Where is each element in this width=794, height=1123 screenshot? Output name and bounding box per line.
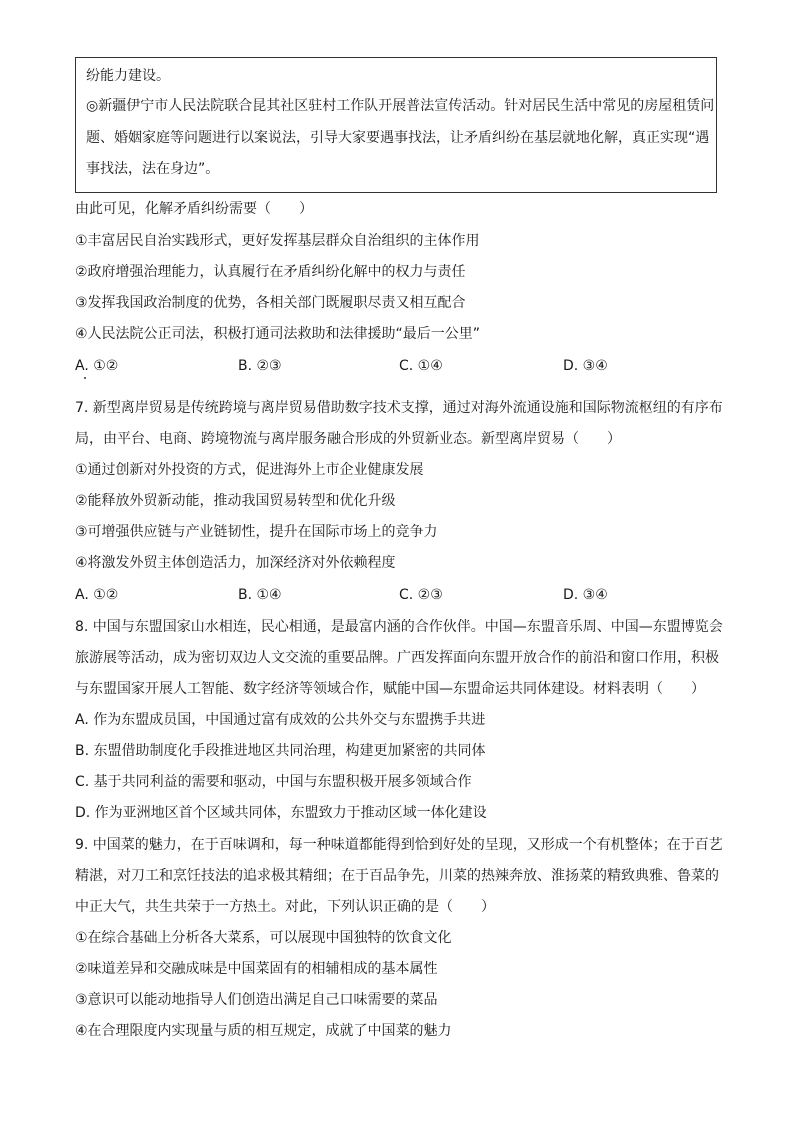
q7-stem-line: 局，由平台、电商、跨境物流与离岸服务融合形成的外贸新业态。新型离岸贸易（ ） bbox=[75, 431, 621, 447]
q8-stem-line: 8. 中国与东盟国家山水相连，民心相通，是最富内涵的合作伙伴。中国—东盟音乐周、中国—东盟博览会 bbox=[75, 619, 723, 635]
q6-option-c[interactable]: C. ①④ bbox=[399, 358, 443, 374]
q6-option-b[interactable]: B. ②③ bbox=[238, 358, 282, 374]
material-line: 题、婚姻家庭等问题进行以案说法，引导大家要遇事找法，让矛盾纠纷在基层就地化解，真正实现“遇 bbox=[86, 130, 710, 146]
q7-option-d[interactable]: D. ③④ bbox=[563, 587, 608, 603]
q6-item: ④人民法院公正司法，积极打通司法救助和法律援助“最后一公里” bbox=[75, 326, 481, 342]
q7-option-b[interactable]: B. ①④ bbox=[238, 587, 282, 603]
q6-stem: 由此可见，化解矛盾纠纷需要（ ） bbox=[75, 201, 313, 217]
q9-item: ③意识可以能动地指导人们创造出满足自己口味需要的菜品 bbox=[75, 992, 438, 1008]
q9-item: ④在合理限度内实现量与质的相互规定，成就了中国菜的魅力 bbox=[75, 1023, 452, 1039]
material-line: 纷能力建设。 bbox=[86, 68, 170, 84]
q6-item: ③发挥我国政治制度的优势，各相关部门既履职尽责又相互配合 bbox=[75, 295, 466, 311]
q8-stem-line: 与东盟国家开展人工智能、数字经济等领域合作，赋能中国—东盟命运共同体建设。材料表明（ ） bbox=[75, 681, 705, 697]
q7-stem-line: 7. 新型离岸贸易是传统跨境与离岸贸易借助数字技术支撑，通过对海外流通设施和国际物流枢纽的有序布 bbox=[75, 400, 723, 416]
q8-option-d[interactable]: D. 作为亚洲地区首个区域共同体，东盟致力于推动区域一体化建设 bbox=[75, 805, 487, 821]
q8-option-a[interactable]: A. 作为东盟成员国，中国通过富有成效的公共外交与东盟携手共进 bbox=[75, 712, 486, 728]
q7-item: ④将激发外贸主体创造活力，加深经济对外依赖程度 bbox=[75, 555, 396, 571]
q6-item: ①丰富居民自治实践形式，更好发挥基层群众自治组织的主体作用 bbox=[75, 233, 480, 249]
material-line: 事找法，法在身边”。 bbox=[86, 161, 220, 177]
q7-item: ②能释放外贸新动能，推动我国贸易转型和优化升级 bbox=[75, 493, 396, 509]
q6-item: ②政府增强治理能力，认真履行在矛盾纠纷化解中的权力与责任 bbox=[75, 264, 466, 280]
material-box bbox=[75, 57, 717, 193]
q9-item: ①在综合基础上分析各大菜系，可以展现中国独特的饮食文化 bbox=[75, 930, 452, 946]
q8-stem-line: 旅游展等活动，成为密切双边人文交流的重要品牌。广西发挥面向东盟开放合作的前沿和窗口作用，积极 bbox=[75, 650, 719, 666]
q7-item: ③可增强供应链与产业链韧性，提升在国际市场上的竞争力 bbox=[75, 524, 438, 540]
q6-option-a[interactable]: A. ①② bbox=[75, 358, 119, 374]
q7-item: ①通过创新对外投资的方式，促进海外上市企业健康发展 bbox=[75, 462, 424, 478]
q7-option-c[interactable]: C. ②③ bbox=[399, 587, 443, 603]
material-line: ◎新疆伊宁市人民法院联合昆其社区驻村工作队开展普法宣传活动。针对居民生活中常见的房屋租赁问 bbox=[86, 98, 715, 114]
q9-stem-line: 精湛，对刀工和烹饪技法的追求极其精细；在于百品争先，川菜的热辣奔放、淮扬菜的精致典雅、鲁菜的 bbox=[75, 868, 719, 884]
q9-stem-line: 9. 中国菜的魅力，在于百味调和，每一种味道都能得到恰到好处的呈现，又形成一个有机整体；在于百艺 bbox=[75, 837, 723, 853]
q9-stem-line: 中正大气，共生共荣于一方热土。对此，下列认识正确的是（ ） bbox=[75, 899, 495, 915]
q6-option-d[interactable]: D. ③④ bbox=[563, 358, 608, 374]
q7-option-a[interactable]: A. ①② bbox=[75, 587, 119, 603]
q6-options bbox=[75, 356, 635, 376]
q8-option-c[interactable]: C. 基于共同利益的需要和驱动，中国与东盟积极开展多领域合作 bbox=[75, 774, 472, 790]
q8-option-b[interactable]: B. 东盟借助制度化手段推进地区共同治理，构建更加紧密的共同体 bbox=[75, 743, 486, 759]
q9-item: ②味道差异和交融成味是中国菜固有的相辅相成的基本属性 bbox=[75, 961, 438, 977]
stray-dot bbox=[84, 377, 86, 379]
q7-options bbox=[75, 585, 635, 605]
